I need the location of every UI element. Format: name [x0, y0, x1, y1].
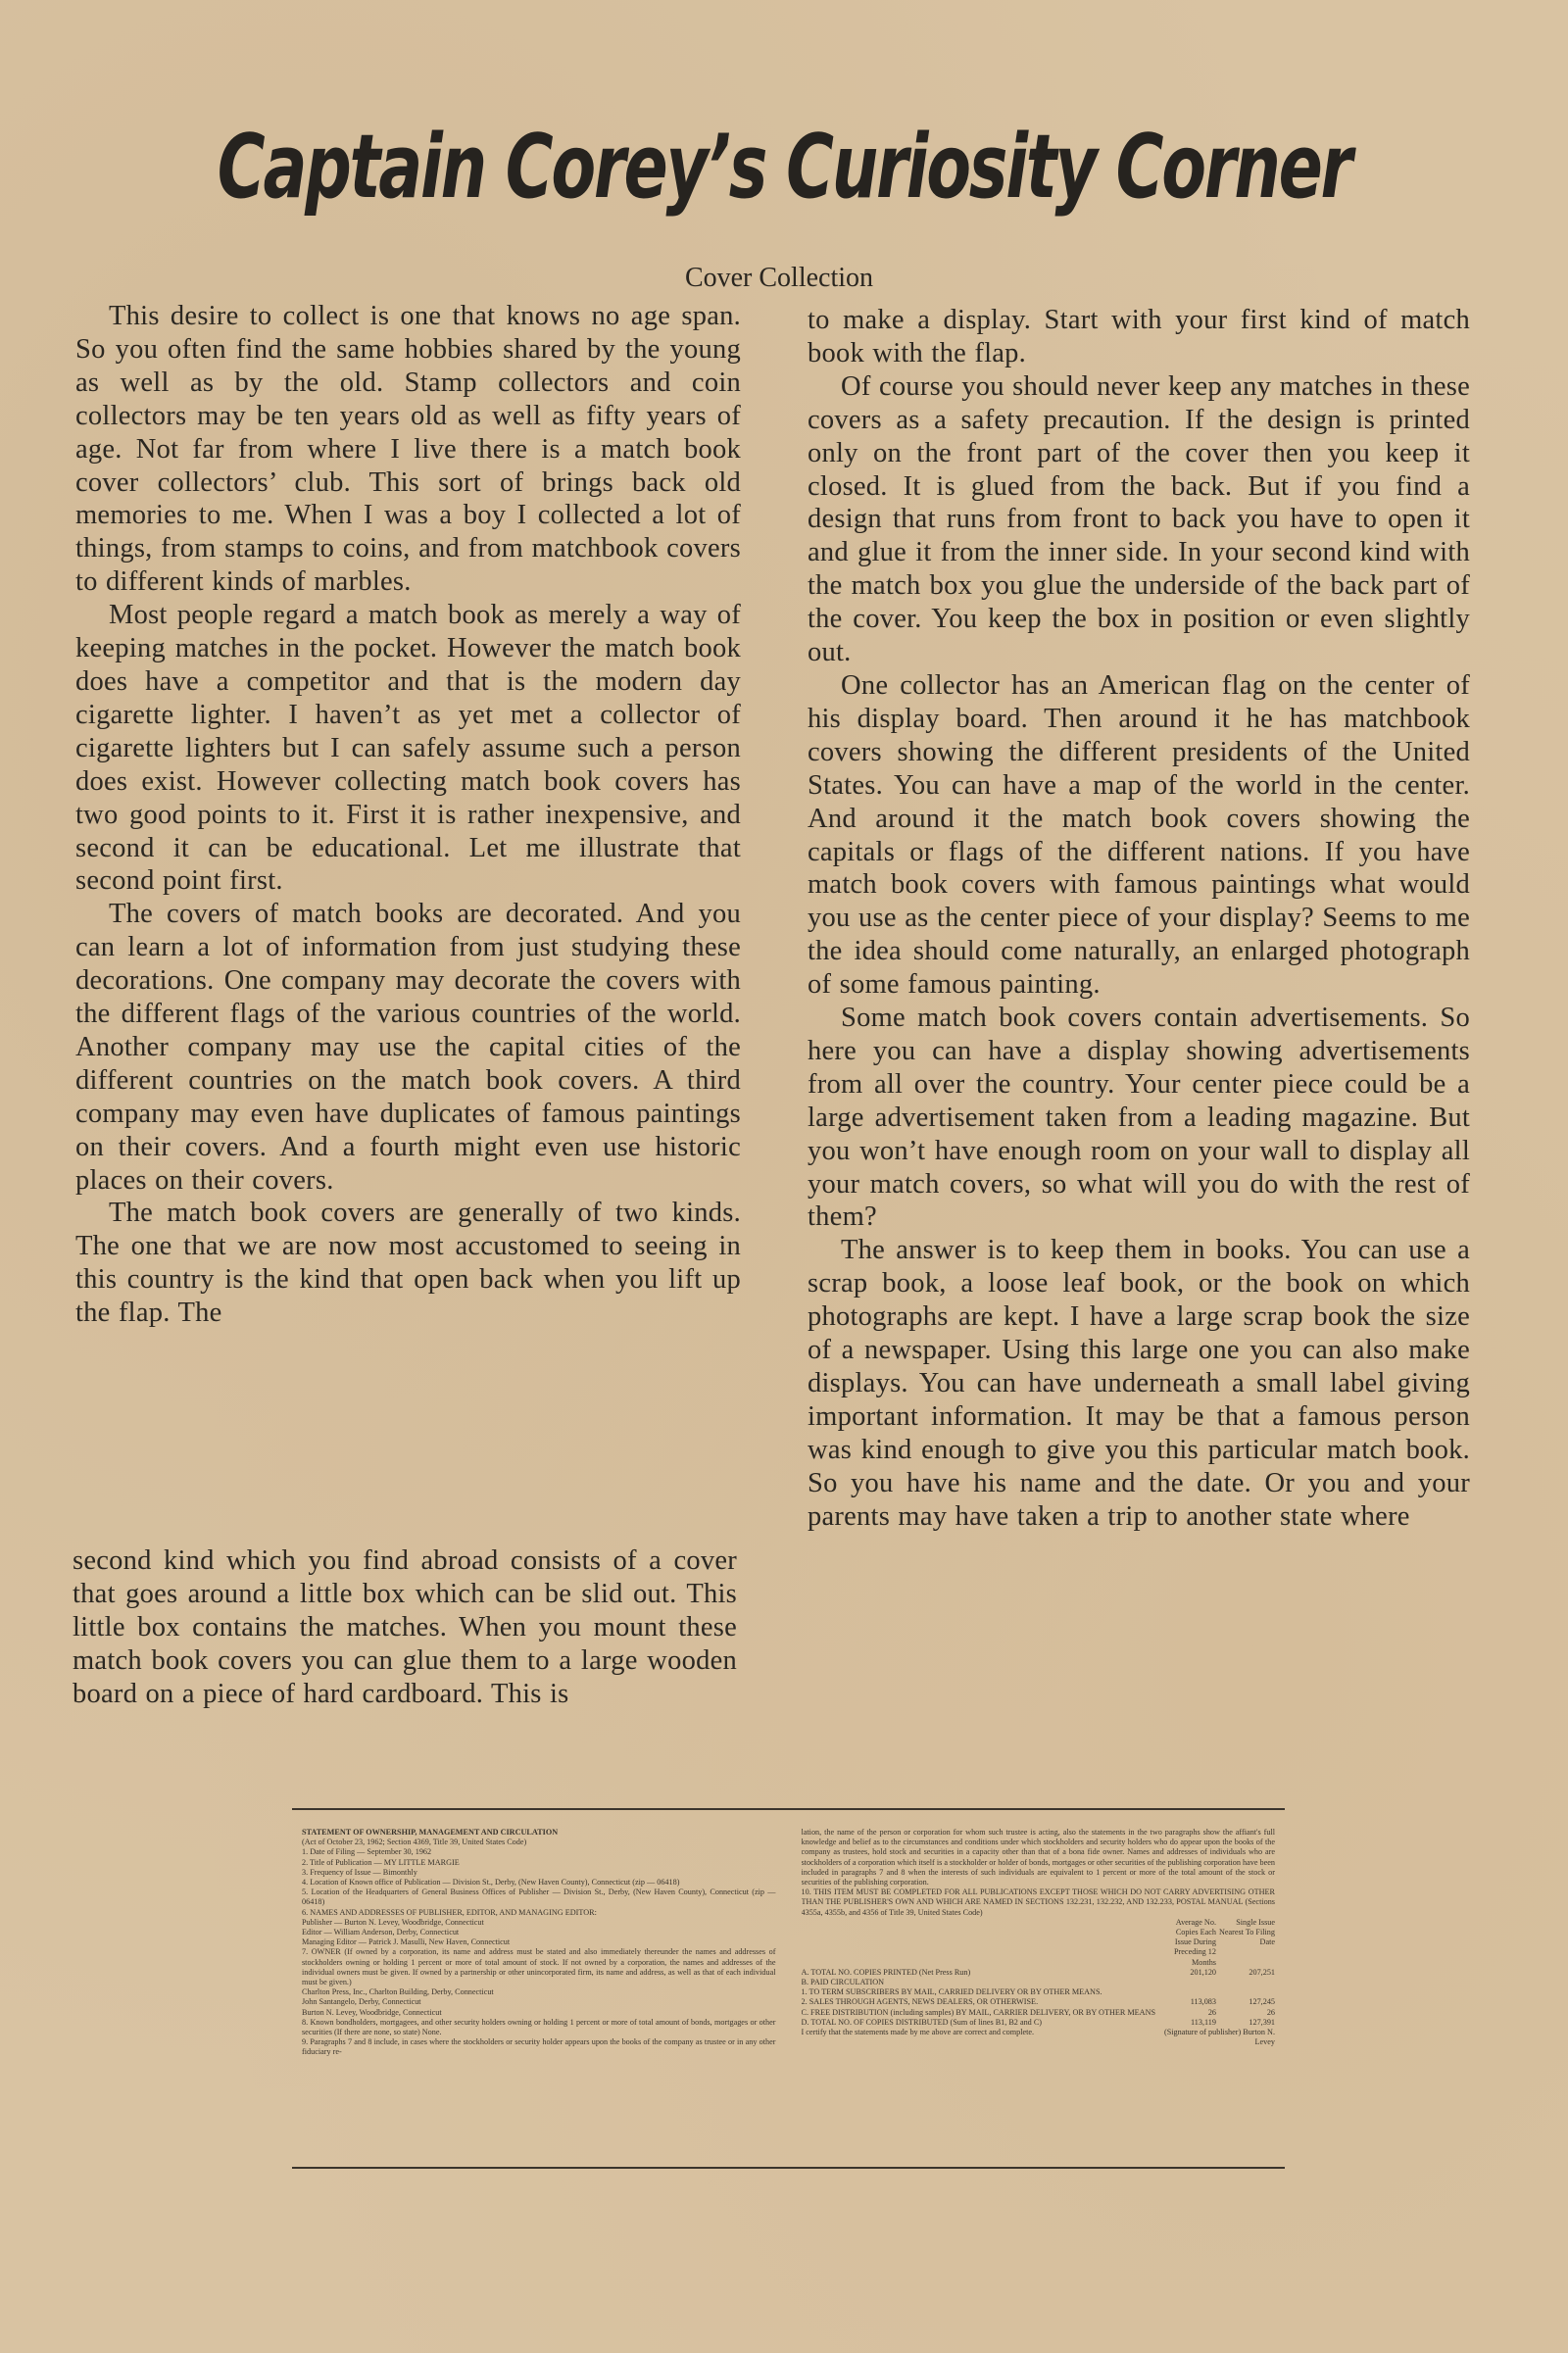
- statement-line: 7. OWNER (If owned by a corporation, its name and address must be stated and also immediately thereunder the names and addresses of stockholders owning or holding 1 percent or more of total amount of stock. If not owned by a corporation, the names and addresses of the individual owners must be given. If owned by a partnership or other unincorporated firm, its name and address, as well as that of each individual must be given.): [302, 1947, 776, 1987]
- statement-line: 1. Date of Filing — September 30, 1962: [302, 1847, 432, 1857]
- avg-copies-value: [1157, 1978, 1216, 1987]
- single-issue-value: 26: [1266, 2007, 1275, 2017]
- page-title: Captain Corey’s Curiosity Corner: [217, 116, 1351, 219]
- paragraph: One collector has an American flag on the center of his display board. Then around it he has matchbook covers showing the different presidents of the United States. You can have a map of the world in the center. And around it the match book covers showing the capitals or flags of the different nations. If you have match book covers with famous paintings what would you use as the center piece of your display? Seems to me the idea should come naturally, an enlarged photograph of some famous painting.: [808, 669, 1470, 1001]
- left-column-continuation: [73, 1544, 737, 1711]
- paragraph: Of course you should never keep any matches in these covers as a safety precaution. If the design is printed only on the front part of the cover then you keep it closed. It is glued from the back. But if you find a design that runs from front to back you have to open it and glue it from the inner side. In your second kind with the match box you glue the underside of the back part of the cover. You keep the box in position or even slightly out.: [808, 370, 1470, 668]
- certification-text: I certify that the statements made by me above are correct and complete.: [801, 2028, 1035, 2037]
- single-issue-value: 207,251: [1249, 1967, 1275, 1977]
- single-issue-value: [1216, 1978, 1275, 1987]
- circulation-header-row: [802, 1918, 1276, 1968]
- single-issue-value: 127,245: [1249, 1997, 1275, 2007]
- paragraph: Some match book covers contain advertisements. So here you can have a display showing advertisements from all over the country. Your center piece could be a large advertisement taken from a leading magazine. But you won’t have enough room on your wall to display all your match covers, so what will you do with the rest of them?: [808, 1003, 1470, 1233]
- ownership-statement: [292, 1808, 1285, 2169]
- statement-line: John Santangelo, Derby, Connecticut: [302, 1997, 421, 2007]
- circulation-row: [802, 2008, 1276, 2018]
- circulation-label: D. TOTAL NO. OF COPIES DISTRIBUTED (Sum of lines B1, B2 and C): [801, 2017, 1043, 2027]
- statement-line: Burton N. Levey, Woodbridge, Connecticut: [302, 2007, 442, 2017]
- single-issue-value: [1216, 1987, 1275, 1997]
- paragraph: This desire to collect is one that knows no age span. So you often find the same hobbies shared by the young as well as by the old. Stamp collectors and coin collectors may be ten years old as well as fifty years of age. Not far from where I live there is a match book cover collectors’ club. This sort of brings back old memories to me. When I was a boy I collected a lot of things, from stamps to coins, and from matchbook covers to different kinds of marbles.: [75, 301, 741, 598]
- statement-line: Managing Editor — Patrick J. Masulli, New Haven, Connecticut: [302, 1937, 511, 1947]
- statement-line: Editor — William Anderson, Derby, Connecticut: [302, 1928, 460, 1937]
- statement-line: 6. NAMES AND ADDRESSES OF PUBLISHER, EDITOR, AND MANAGING EDITOR:: [302, 1907, 597, 1917]
- avg-copies-header: Average No. Copies Each Issue During Preceding 12 Months: [1174, 1917, 1216, 1967]
- statement-line: lation, the name of the person or corporation for whom such trustee is acting, also the statements in the two paragraphs show the affiant's full knowledge and belief as to the circumstances and conditions under which stockholders and security holders who do appear upon the books of the company as trustees, hold stock and securities in a capacity other than that of a bona fide owner. Names and addresses of individuals who are stockholders of a corporation which itself is a stockholder or holder of bonds, mortgages or other securities of the publishing corporation have been included in paragraphs 7 and 8 when the interests of such individuals are equivalent to 1 percent or more of the total amount of the stock or securities of the publishing corporation.: [801, 1828, 1275, 1887]
- paragraph: The covers of match books are decorated. And you can learn a lot of information from just studying these decorations. One company may decorate the covers with the different flags of the various countries of the world. Another company may use the capital cities of the different countries on the match book covers. A third company may even have duplicates of famous paintings on their covers. And a fourth might even use historic places on their covers.: [75, 899, 741, 1196]
- single-issue-value: 127,391: [1249, 2017, 1275, 2027]
- statement-line: 10. THIS ITEM MUST BE COMPLETED FOR ALL PUBLICATIONS EXCEPT THOSE WHICH DO NOT CARRY ADVERTISING OTHER THAN THE PUBLISHER'S OWN AND WHICH ARE NAMED IN SECTIONS 132.231, 132.232, AND 132.233, POSTAL MANUAL (Sections 4355a, 4355b, and 4356 of Title 39, United States Code): [801, 1887, 1275, 1917]
- statement-line: Publisher — Burton N. Levey, Woodbridge, Connecticut: [302, 1917, 484, 1927]
- circulation-label: A. TOTAL NO. COPIES PRINTED (Net Press Run): [801, 1967, 971, 1977]
- circulation-label: 1. TO TERM SUBSCRIBERS BY MAIL, CARRIED DELIVERY OR BY OTHER MEANS.: [801, 1987, 1102, 1997]
- statement-line: 2. Title of Publication — MY LITTLE MARGIE: [302, 1857, 460, 1867]
- paragraph: Most people regard a match book as merely a way of keeping matches in the pocket. However the match book does have a competitor and that is the modern day cigarette lighter. I haven’t as yet met a collector of cigarette lighters but I can safely assume such a person does exist. However collecting match book covers has two good points to it. First it is rather inexpensive, and second it can be educational. Let me illustrate that second point first.: [75, 600, 741, 897]
- publisher-signature: (Signature of publisher) Burton N. Levey: [1163, 2028, 1275, 2047]
- statement-line: 8. Known bondholders, mortgagees, and other security holders owning or holding 1 percent or more of total amount of bonds, mortgages or other securities (If there are none, so state) None.: [302, 2017, 776, 2037]
- statement-line: 4. Location of Known office of Publication — Division St., Derby, (New Haven County), Connecticut (zip — 06418): [302, 1878, 680, 1887]
- section-heading: Cover Collection: [684, 263, 874, 293]
- statement-line: 5. Location of the Headquarters of General Business Offices of Publisher — Division St., Derby, (New Haven County), Connecticut (zip — 06418): [302, 1887, 776, 1907]
- circulation-label: 2. SALES THROUGH AGENTS, NEWS DEALERS, OR OTHERWISE.: [801, 1997, 1039, 2007]
- statement-line: (Act of October 23, 1962; Section 4369, Title 39, United States Code): [302, 1838, 527, 1847]
- circulation-row: [802, 2018, 1276, 2028]
- statement-heading: STATEMENT OF OWNERSHIP, MANAGEMENT AND CIRCULATION: [302, 1828, 559, 1837]
- statement-line: 3. Frequency of Issue — Bimonthly: [302, 1867, 417, 1877]
- circulation-row: [802, 1997, 1276, 2007]
- statement-left-column: [302, 1828, 776, 2157]
- paragraph: The match book covers are generally of two kinds. The one that we are now most accustomed to seeing in this country is the kind that open back when you lift up the flap. The: [75, 1198, 741, 1329]
- single-issue-header: Single Issue Nearest To Filing Date: [1218, 1917, 1275, 1947]
- avg-copies-value: [1157, 1987, 1216, 1997]
- certification-row: [802, 2028, 1276, 2047]
- statement-line: 9. Paragraphs 7 and 8 include, in cases where the stockholders or security holder appears upon the books of the company as trustee or in any other fiduciary re-: [302, 2037, 776, 2057]
- circulation-row: [802, 1968, 1276, 1978]
- left-column: [75, 300, 741, 1330]
- avg-copies-value: 113,119: [1190, 2017, 1216, 2027]
- circulation-label: C. FREE DISTRIBUTION (including samples) BY MAIL, CARRIER DELIVERY, OR BY OTHER MEANS: [801, 2007, 1156, 2017]
- circulation-row: [802, 1978, 1276, 1987]
- circulation-row: [802, 1987, 1276, 1997]
- avg-copies-value: 113,083: [1190, 1997, 1216, 2007]
- statement-right-column: [802, 1828, 1276, 2157]
- circulation-label: B. PAID CIRCULATION: [801, 1978, 885, 1987]
- avg-copies-value: 201,120: [1190, 1967, 1216, 1977]
- statement-line: Charlton Press, Inc., Charlton Building, Derby, Connecticut: [302, 1987, 494, 1997]
- paragraph: second kind which you find abroad consists of a cover that goes around a little box which can be slid out. This little box contains the matches. When you mount these match book covers you can glue them to a large wooden board on a piece of hard cardboard. This is: [73, 1545, 737, 1709]
- avg-copies-value: 26: [1207, 2007, 1216, 2017]
- paragraph: to make a display. Start with your first kind of match book with the flap.: [808, 305, 1470, 368]
- paragraph: The answer is to keep them in books. You can use a scrap book, a loose leaf book, or the book on which photographs are kept. I have a large scrap book the size of a newspaper. Using this large one you can also make displays. You can have underneath a small label giving important information. It may be that a famous person was kind enough to give you this particular match book. So you have his name and the date. Or you and your parents may have taken a trip to another state where: [808, 1235, 1470, 1532]
- right-column: [808, 304, 1470, 1534]
